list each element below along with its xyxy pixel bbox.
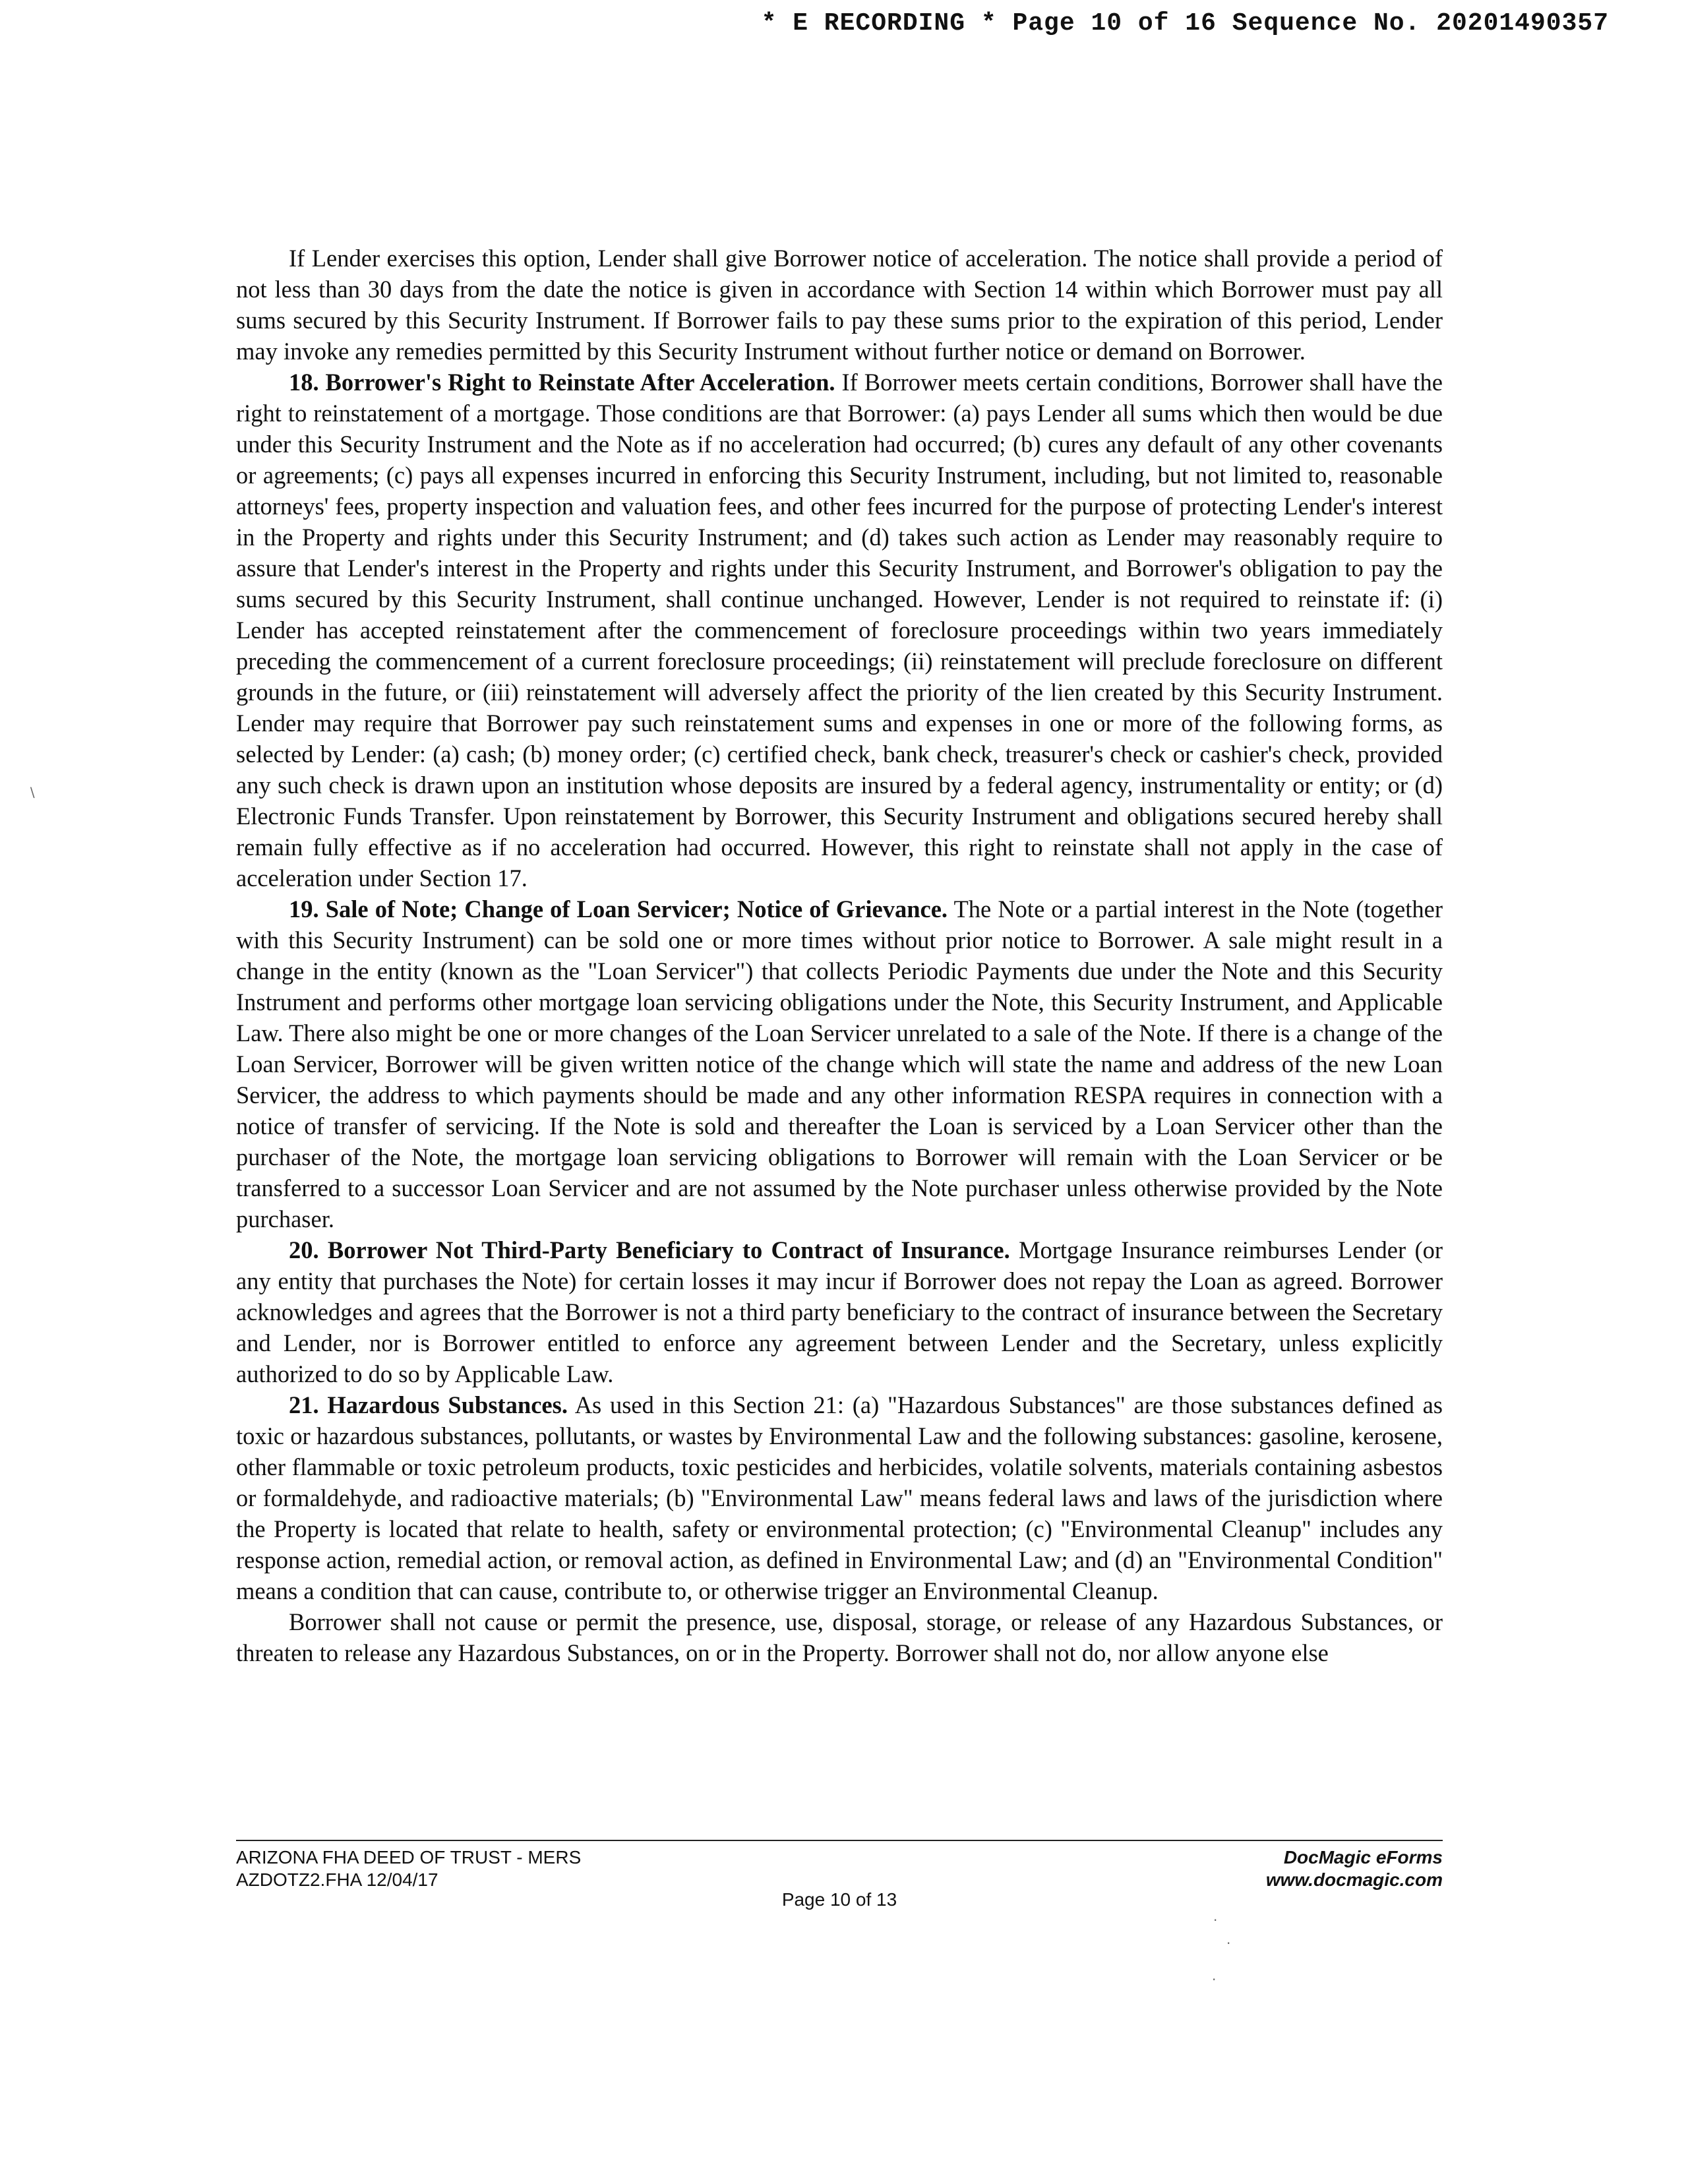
- scan-speck: ·: [1226, 1935, 1231, 1951]
- section-20-body: Mortgage Insurance reimburses Lender (or any entity that purchases the Note) for certain losses it may incur if Borrower does not repay the Loan as agreed. Borrower acknowledges and agrees that the Borrower is not a third party beneficiary to the contract of insurance between the Secretary and Lender, nor is Borrower entitled to enforce any agreement between Lender and the Secretary, unless explicitly authorized to do so by Applicable Law.: [236, 1236, 1443, 1387]
- scan-speck: ·: [1212, 1972, 1217, 1987]
- footer-form-code: AZDOTZ2.FHA 12/04/17: [236, 1869, 438, 1890]
- section-21: [236, 1389, 1443, 1606]
- footer-website: www.docmagic.com: [1265, 1869, 1443, 1890]
- scan-speck: ·: [1213, 1912, 1218, 1928]
- section-19: [236, 894, 1443, 1234]
- section-20-heading: 20. Borrower Not Third-Party Beneficiary to Contract of Insurance.: [289, 1236, 1010, 1263]
- section-19-body: The Note or a partial interest in the Note (together with this Security Instrument) can be sold one or more times without prior notice to Borrower. A sale might result in a change in the entity (known as the "Loan Servicer") that collects Periodic Payments due under the Note and this Security Instrument and performs other mortgage loan servicing obligations under the Note, this Security Instrument, and Applicable Law. There also might be one or more changes of the Loan Servicer unrelated to a sale of the Note. If there is a change of the Loan Servicer, Borrower will be given written notice of the change which will state the name and address of the new Loan Servicer, the address to which payments should be made and any other information RESPA requires in connection with a notice of transfer of servicing. If the Note is sold and thereafter the Loan is serviced by a Loan Servicer other than the purchaser of the Note, the mortgage loan servicing obligations to Borrower will remain with the Loan Servicer or be transferred to a successor Loan Servicer and are not assumed by the Note purchaser unless otherwise provided by the Note purchaser.: [236, 895, 1443, 1232]
- section-18-body: If Borrower meets certain conditions, Borrower shall have the right to reinstatement of a mortgage. Those conditions are that Borrower: (a) pays Lender all sums which then would be due under this Security Instrument and the Note as if no acceleration had occurred; (b) cures any default of any other covenants or agreements; (c) pays all expenses incurred in enforcing this Security Instrument, including, but not limited to, reasonable attorneys' fees, property inspection and valuation fees, and other fees incurred for the purpose of protecting Lender's interest in the Property and rights under this Security Instrument; and (d) takes such action as Lender may reasonably require to assure that Lender's interest in the Property and rights under this Security Instrument, and Borrower's obligation to pay the sums secured by this Security Instrument, shall continue unchanged. However, Lender is not required to reinstate if: (i) Lender has accepted reinstatement after the commencement of foreclosure proceedings within two years immediately preceding the commencement of a current foreclosure proceedings; (ii) reinstatement will preclude foreclosure on different grounds in the future, or (iii) reinstatement will adversely affect the priority of the lien created by this Security Instrument. Lender may require that Borrower pay such reinstatement sums and expenses in one or more of the following forms, as selected by Lender: (a) cash; (b) money order; (c) certified check, bank check, treasurer's check or cashier's check, provided any such check is drawn upon an institution whose deposits are insured by a federal agency, instrumentality or entity; or (d) Electronic Funds Transfer. Upon reinstatement by Borrower, this Security Instrument and obligations secured hereby shall remain fully effective as if no acceleration had occurred. However, this right to reinstate shall not apply in the case of acceleration under Section 17.: [236, 369, 1443, 892]
- footer-page-number: Page 10 of 13: [781, 1889, 897, 1910]
- footer-form-title: ARIZONA FHA DEED OF TRUST - MERS: [236, 1847, 582, 1867]
- section-20: [236, 1234, 1443, 1389]
- section-19-heading: 19. Sale of Note; Change of Loan Servicer; Notice of Grievance.: [289, 895, 948, 923]
- paragraph-acceleration-notice: If Lender exercises this option, Lender shall give Borrower notice of acceleration. The notice shall provide a period of not less than 30 days from the date the notice is given in accordance with Section 14 within which Borrower must pay all sums secured by this Security Instrument. If Borrower fails to pay these sums prior to the expiration of this period, Lender may invoke any remedies permitted by this Security Instrument without further notice or demand on Borrower.: [236, 245, 1443, 365]
- scan-speck: ∖: [28, 785, 36, 801]
- section-21-body: As used in this Section 21: (a) "Hazardous Substances" are those substances defined as toxic or hazardous substances, pollutants, or wastes by Environmental Law and the following substances: gasoline, kerosene, other flammable or toxic petroleum products, toxic pesticides and herbicides, volatile solvents, materials containing asbestos or formaldehyde, and radioactive materials; (b) "Environmental Law" means federal laws and laws of the jurisdiction where the Property is located that relate to health, safety or environmental protection; (c) "Environmental Cleanup" includes any response action, remedial action, or removal action, as defined in Environmental Law; and (d) an "Environmental Condition" means a condition that can cause, contribute to, or otherwise trigger an Environmental Cleanup.: [236, 1391, 1443, 1604]
- section-18: [236, 367, 1443, 894]
- section-21-heading: 21. Hazardous Substances.: [289, 1391, 568, 1418]
- section-18-heading: 18. Borrower's Right to Reinstate After Acceleration.: [289, 369, 835, 396]
- recording-header: * E RECORDING * Page 10 of 16 Sequence No. 20201490357: [761, 9, 1609, 38]
- footer-divider: [236, 1840, 1443, 1841]
- page-footer: [236, 1846, 1443, 1926]
- footer-brand: DocMagic eForms: [1283, 1847, 1443, 1867]
- footer-brand-info: [1266, 1846, 1443, 1891]
- document-body: [236, 243, 1443, 1668]
- section-21-continuation: Borrower shall not cause or permit the presence, use, disposal, storage, or release of any Hazardous Substances, or threaten to release any Hazardous Substances, on or in the Property. Borrower shall not do, nor allow anyone else: [236, 1608, 1443, 1666]
- footer-form-info: [236, 1846, 581, 1891]
